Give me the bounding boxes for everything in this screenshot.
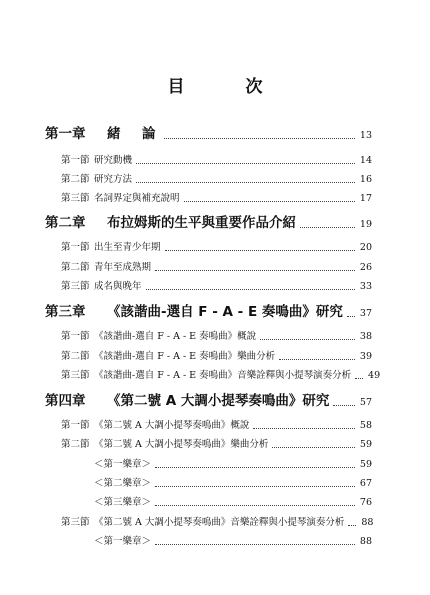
dot-leader (348, 525, 356, 526)
dot-leader (260, 339, 355, 340)
toc-section-4-1 (61, 412, 372, 432)
page-number: 59 (359, 439, 372, 450)
section-title: 《第二號 A 大調小提琴奏鳴曲》樂曲分析 (94, 439, 269, 450)
section-title: 《該諧曲-選自 F - A - E 奏鳴曲》樂曲分析 (94, 351, 276, 362)
dot-leader (155, 467, 355, 468)
page-number: 33 (359, 281, 372, 292)
dot-leader (155, 270, 355, 271)
dot-leader (164, 138, 356, 139)
page-number: 58 (359, 420, 372, 431)
toc-section-4-2 (61, 431, 372, 451)
toc-subsection-4-3-1 (94, 528, 372, 548)
toc-section-1-3 (61, 185, 372, 205)
page-number: 37 (359, 308, 372, 319)
page-title: 目 次 (167, 77, 285, 97)
toc-chapter-3 (45, 300, 372, 320)
toc-subsection-4-2-3 (94, 489, 372, 509)
page-number: 57 (359, 397, 372, 408)
section-number: 第一節 (61, 155, 90, 166)
toc-section-4-3 (61, 509, 372, 529)
section-title: 《第二號 A 大調小提琴奏鳴曲》音樂詮釋與小提琴演奏分析 (94, 517, 345, 528)
section-title: 《該諧曲-選自 F - A - E 奏鳴曲》概說 (94, 331, 257, 342)
section-title: 《第二號 A 大調小提琴奏鳴曲》概說 (94, 420, 250, 431)
page-number: 59 (359, 459, 372, 470)
toc-chapter-2 (45, 211, 372, 231)
subsection-title: ＜第三樂章＞ (94, 497, 152, 508)
section-number: 第二節 (61, 262, 90, 273)
dot-leader (347, 316, 355, 317)
dot-leader (333, 405, 355, 406)
page-number: 26 (359, 262, 372, 273)
dot-leader (146, 289, 355, 290)
dot-leader (155, 544, 355, 545)
section-number: 第三節 (61, 517, 90, 528)
dot-leader (272, 447, 355, 448)
toc-section-3-2 (61, 343, 372, 363)
section-title: 青年至成熟期 (94, 262, 152, 273)
chapter-number: 第四章 (45, 393, 86, 409)
page-number: 88 (361, 517, 374, 528)
toc-chapter-4 (45, 389, 372, 409)
dot-leader (355, 378, 363, 379)
page-number: 16 (359, 174, 372, 185)
dot-leader (253, 428, 355, 429)
dot-leader (300, 227, 355, 228)
toc-section-3-3 (61, 362, 381, 382)
chapter-title: 《第二號 A 大調小提琴奏鳴曲》研究 (107, 393, 330, 409)
page-number: 67 (359, 478, 372, 489)
section-title: 出生至青少年期 (94, 242, 161, 253)
section-number: 第三節 (61, 193, 90, 204)
dot-leader (184, 201, 355, 202)
toc-subsection-4-2-2 (94, 470, 372, 490)
subsection-title: ＜第一樂章＞ (94, 459, 152, 470)
chapter-title: 《該諧曲-選自 F - A - E 奏鳴曲》研究 (107, 304, 343, 320)
section-title: 《該諧曲-選自 F - A - E 奏鳴曲》音樂詮釋與小提琴演奏分析 (94, 370, 352, 381)
section-title: 研究動機 (94, 155, 133, 166)
section-number: 第一節 (61, 331, 90, 342)
toc-section-2-1 (61, 234, 372, 254)
section-title: 研究方法 (94, 174, 133, 185)
dot-leader (155, 505, 355, 506)
page-number: 13 (359, 130, 372, 141)
page-number: 39 (359, 351, 372, 362)
toc-section-1-2 (61, 166, 372, 186)
section-number: 第一節 (61, 242, 90, 253)
page-number: 17 (359, 193, 372, 204)
page-number: 49 (368, 370, 381, 381)
page-number: 88 (359, 536, 372, 547)
toc-section-2-3 (61, 273, 372, 293)
page-number: 19 (359, 219, 372, 230)
section-number: 第三節 (61, 370, 90, 381)
page-number: 38 (359, 331, 372, 342)
section-number: 第二節 (61, 439, 90, 450)
toc-section-3-1 (61, 323, 372, 343)
section-title: 名詞界定與補充說明 (94, 193, 180, 204)
dot-leader (155, 486, 355, 487)
subsection-title: ＜第二樂章＞ (94, 478, 152, 489)
page-number: 14 (359, 155, 372, 166)
toc-subsection-4-2-1 (94, 451, 372, 471)
dot-leader (136, 182, 355, 183)
section-number: 第三節 (61, 281, 90, 292)
chapter-number: 第三章 (45, 304, 86, 320)
chapter-number: 第一章 (45, 126, 86, 142)
section-number: 第二節 (61, 351, 90, 362)
toc-section-2-2 (61, 254, 372, 274)
section-title: 成名與晚年 (94, 281, 142, 292)
dot-leader (136, 163, 355, 164)
page-number: 20 (359, 242, 372, 253)
section-number: 第二節 (61, 174, 90, 185)
page-number: 76 (359, 497, 372, 508)
dot-leader (165, 250, 355, 251)
toc-chapter-1 (45, 122, 372, 142)
chapter-number: 第二章 (45, 215, 86, 231)
chapter-title: 布拉姆斯的生平與重要作品介紹 (107, 215, 296, 231)
section-number: 第一節 (61, 420, 90, 431)
dot-leader (279, 359, 355, 360)
toc-section-1-1 (61, 147, 372, 167)
subsection-title: ＜第一樂章＞ (94, 536, 152, 547)
chapter-title: 緒 論 (107, 126, 160, 142)
